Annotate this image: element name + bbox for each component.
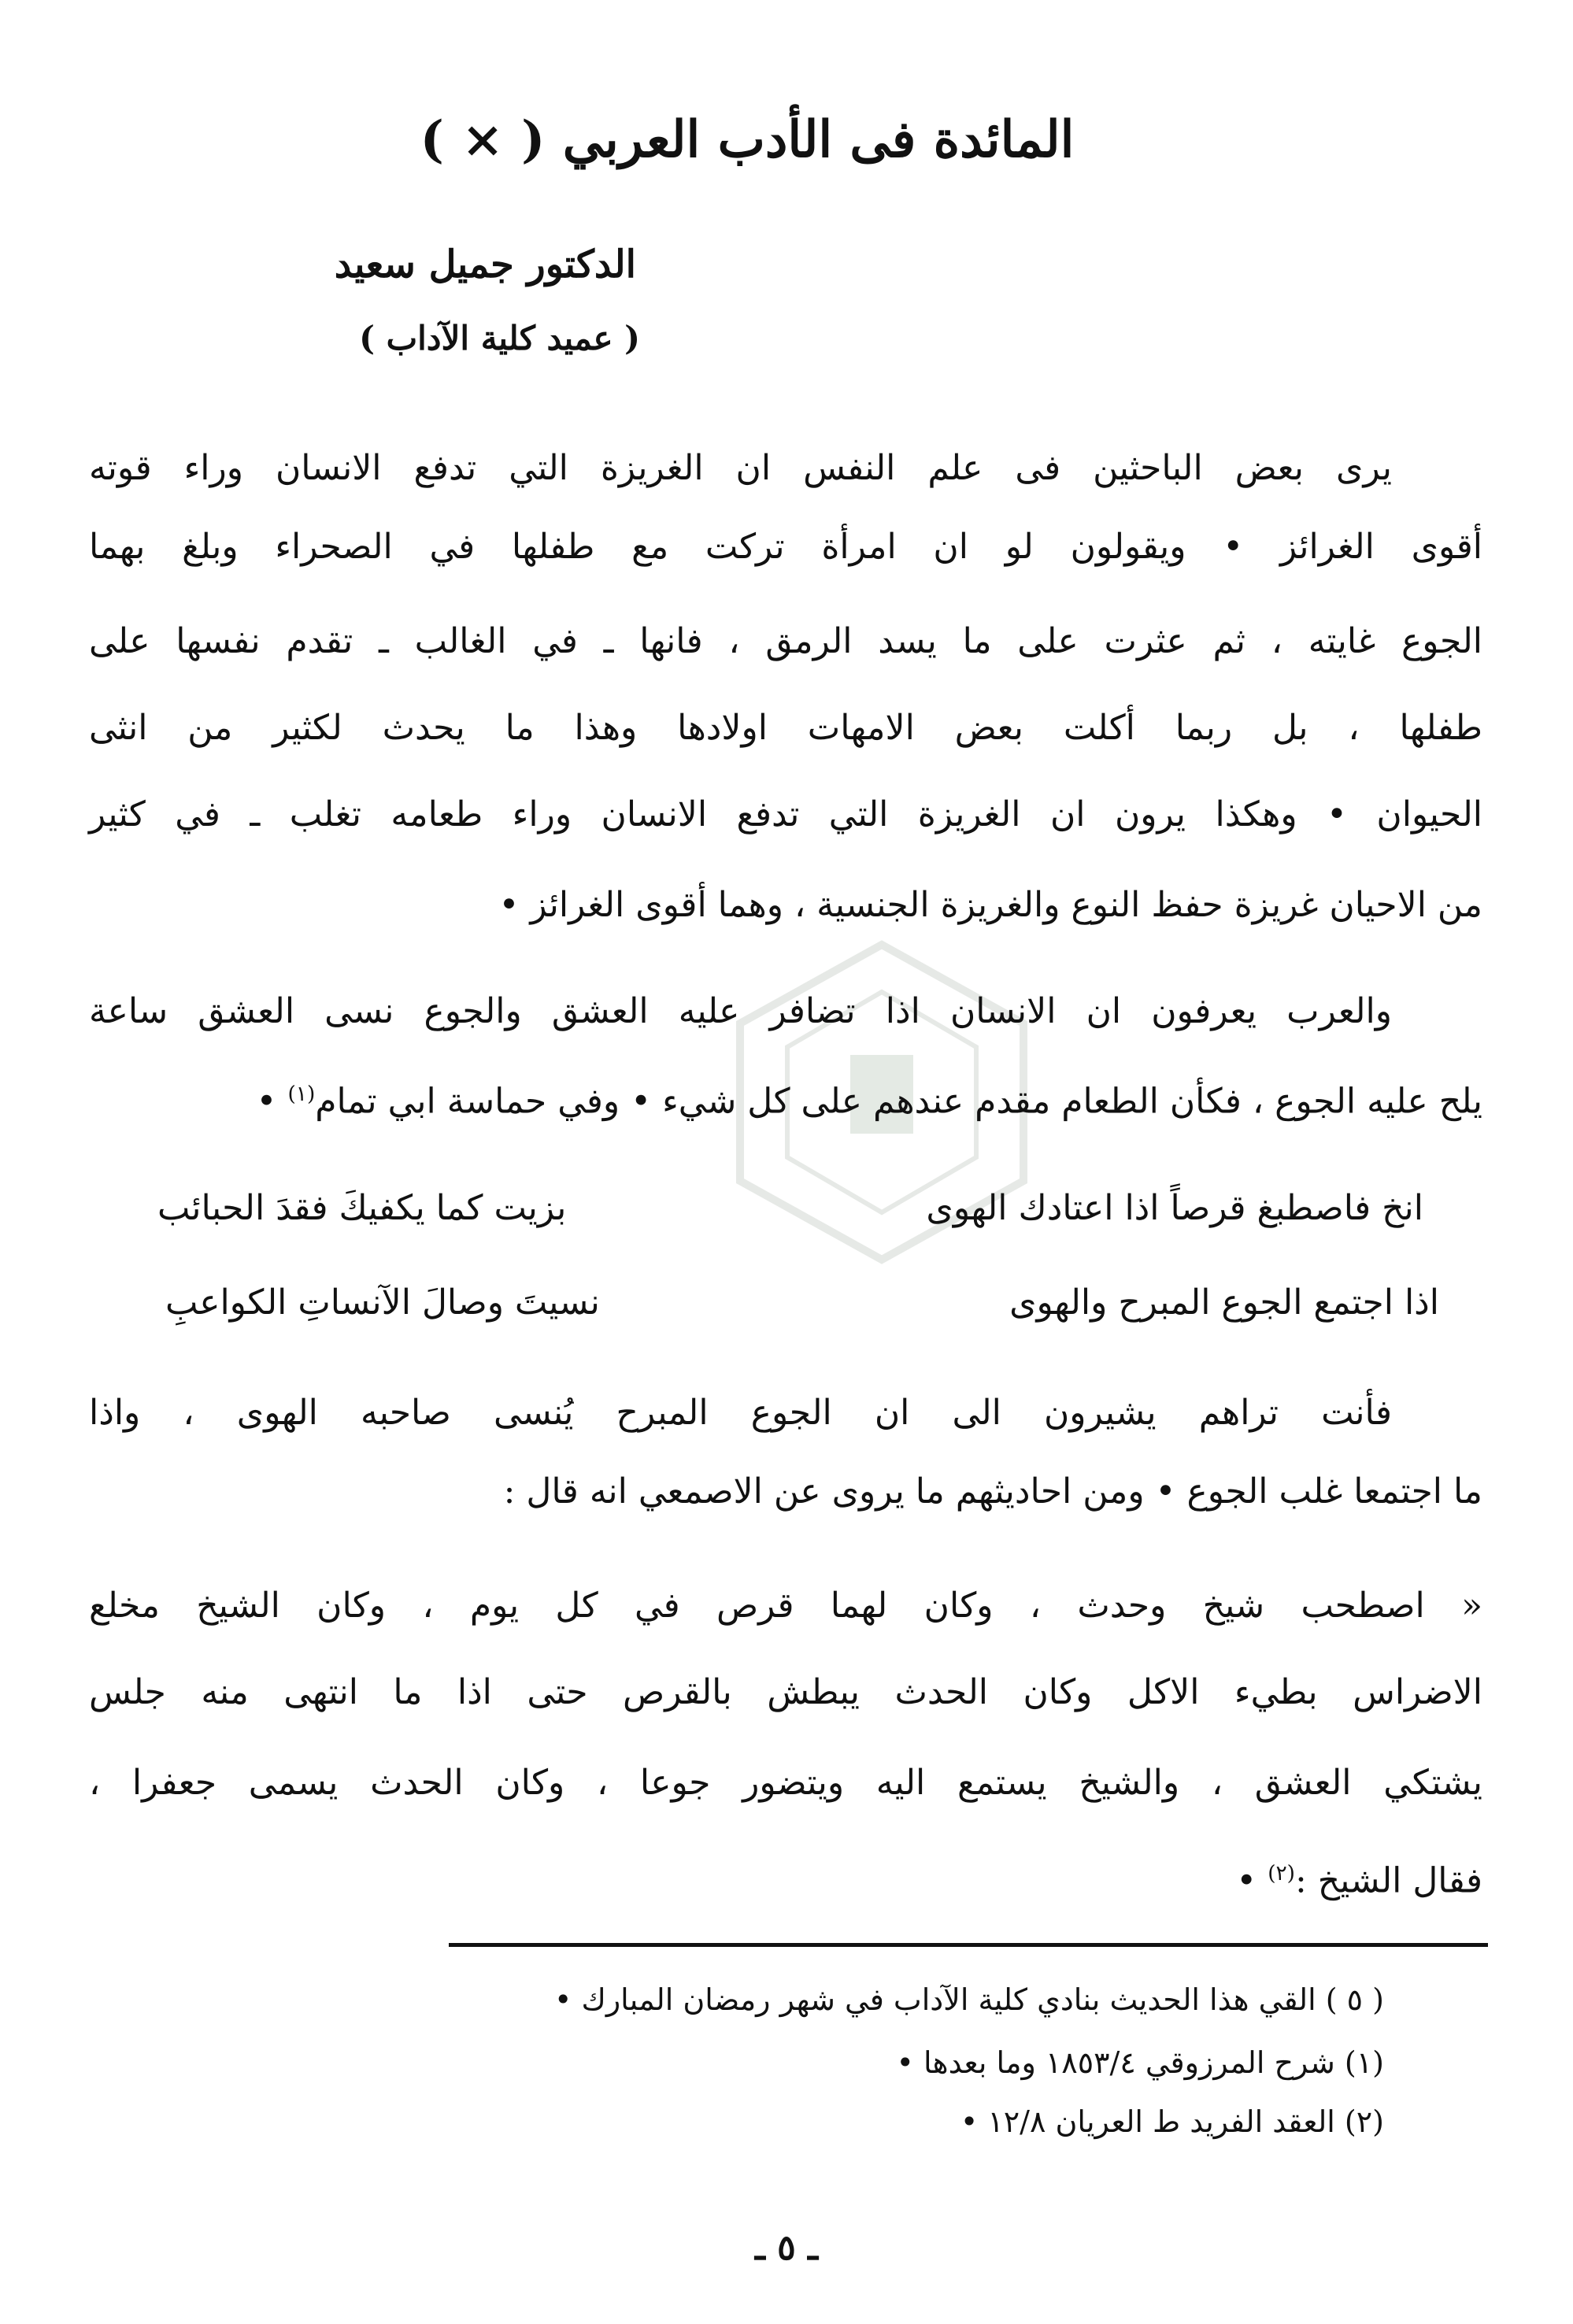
poem-verse-2-first-hemistich: اذا اجتمع الجوع المبرح والهوى bbox=[1009, 1282, 1439, 1323]
article-title: المائدة فى الأدب العربي ( × ) bbox=[420, 110, 1075, 169]
footnote-2: (٢) العقد الفريد ط العريان ١٢/٨ • bbox=[960, 2104, 1384, 2139]
paragraph-1-line: من الاحيان غريزة حفظ النوع والغريزة الجنسية ، وهما أقوى الغرائز • bbox=[498, 885, 1482, 925]
paragraph-1-line: أقوى الغرائز • ويقولون لو ان امرأة تركت مع طفلها في الصحراء وبلغ بهما bbox=[89, 527, 1482, 567]
paragraph-4-line bbox=[89, 1846, 1482, 1901]
author-name: الدكتور جميل سعيد bbox=[334, 242, 636, 287]
paragraph-3-line: فأنت تراهم يشيرون الى ان الجوع المبرح يُنسى صاحبه الهوى ، واذا bbox=[89, 1393, 1392, 1433]
poem-verse-1-first-hemistich: انخ فاصطبغ قرصاً اذا اعتادك الهوى bbox=[926, 1188, 1423, 1228]
footnote-star: ( ٥ ) القي هذا الحديث بنادي كلية الآداب في شهر رمضان المبارك • bbox=[554, 1982, 1384, 2017]
paragraph-4-line: الاضراس بطيء الاكل وكان الحدث يبطش بالقرص حتى اذا ما انتهى منه جلس bbox=[89, 1672, 1482, 1712]
paragraph-1-line: الحيوان • وهكذا يرون ان الغريزة التي تدفع الانسان وراء طعامه تغلب ـ في كثير bbox=[89, 794, 1482, 834]
footnote-ref-2: (٢) bbox=[1268, 1861, 1295, 1885]
poem-verse-1-second-hemistich: بزيت كما يكفيكَ فقدَ الحبائب bbox=[157, 1188, 567, 1228]
paragraph-2-line bbox=[89, 1067, 1482, 1122]
author-affiliation: ( عميد كلية الآداب ) bbox=[359, 319, 640, 357]
paragraph-4-end: • bbox=[1236, 1860, 1268, 1901]
paragraph-2-end: • bbox=[256, 1081, 288, 1122]
paragraph-2-line: والعرب يعرفون ان الانسان اذا تضافر عليه العشق والجوع نسى العشق ساعة bbox=[89, 991, 1392, 1031]
footnote-divider bbox=[449, 1943, 1488, 1947]
page-number: ـ ٥ ـ bbox=[754, 2228, 819, 2268]
paragraph-1-line: طفلها ، بل ربما أكلت بعض الامهات اولادها وهذا ما يحدث لكثير من انثى bbox=[89, 708, 1482, 748]
paragraph-1-line: الجوع غايته ، ثم عثرت على ما يسد الرمق ، فانها ـ في الغالب ـ تقدم نفسها على bbox=[89, 621, 1482, 661]
paragraph-4-text: فقال الشيخ : bbox=[1294, 1860, 1482, 1901]
paragraph-1-line: يرى بعض الباحثين فى علم النفس ان الغريزة التي تدفع الانسان وراء قوته bbox=[89, 448, 1392, 488]
paragraph-4-line: يشتكي العشق ، والشيخ يستمع اليه ويتضور جوعا ، وكان الحدث يسمى جعفرا ، bbox=[89, 1763, 1482, 1803]
footnote-ref-1: (١) bbox=[287, 1082, 316, 1106]
paragraph-3-line: ما اجتمعا غلب الجوع • ومن احاديثهم ما يروى عن الاصمعي انه قال : bbox=[503, 1471, 1482, 1512]
paragraph-2-text: يلح عليه الجوع ، فكأن الطعام مقدم عندهم على كل شيء • وفي حماسة ابي تمام bbox=[315, 1081, 1482, 1122]
poem-verse-2-second-hemistich: نسيتَ وصالَ الآنساتِ الكواعبِ bbox=[165, 1282, 600, 1323]
paragraph-4-line: « اصطحب شيخ وحدث ، وكان لهما قرص في كل يوم ، وكان الشيخ مخلع bbox=[89, 1586, 1482, 1626]
footnote-1: (١) شرح المرزوقي ١٨٥٣/٤ وما بعدها • bbox=[896, 2045, 1384, 2080]
